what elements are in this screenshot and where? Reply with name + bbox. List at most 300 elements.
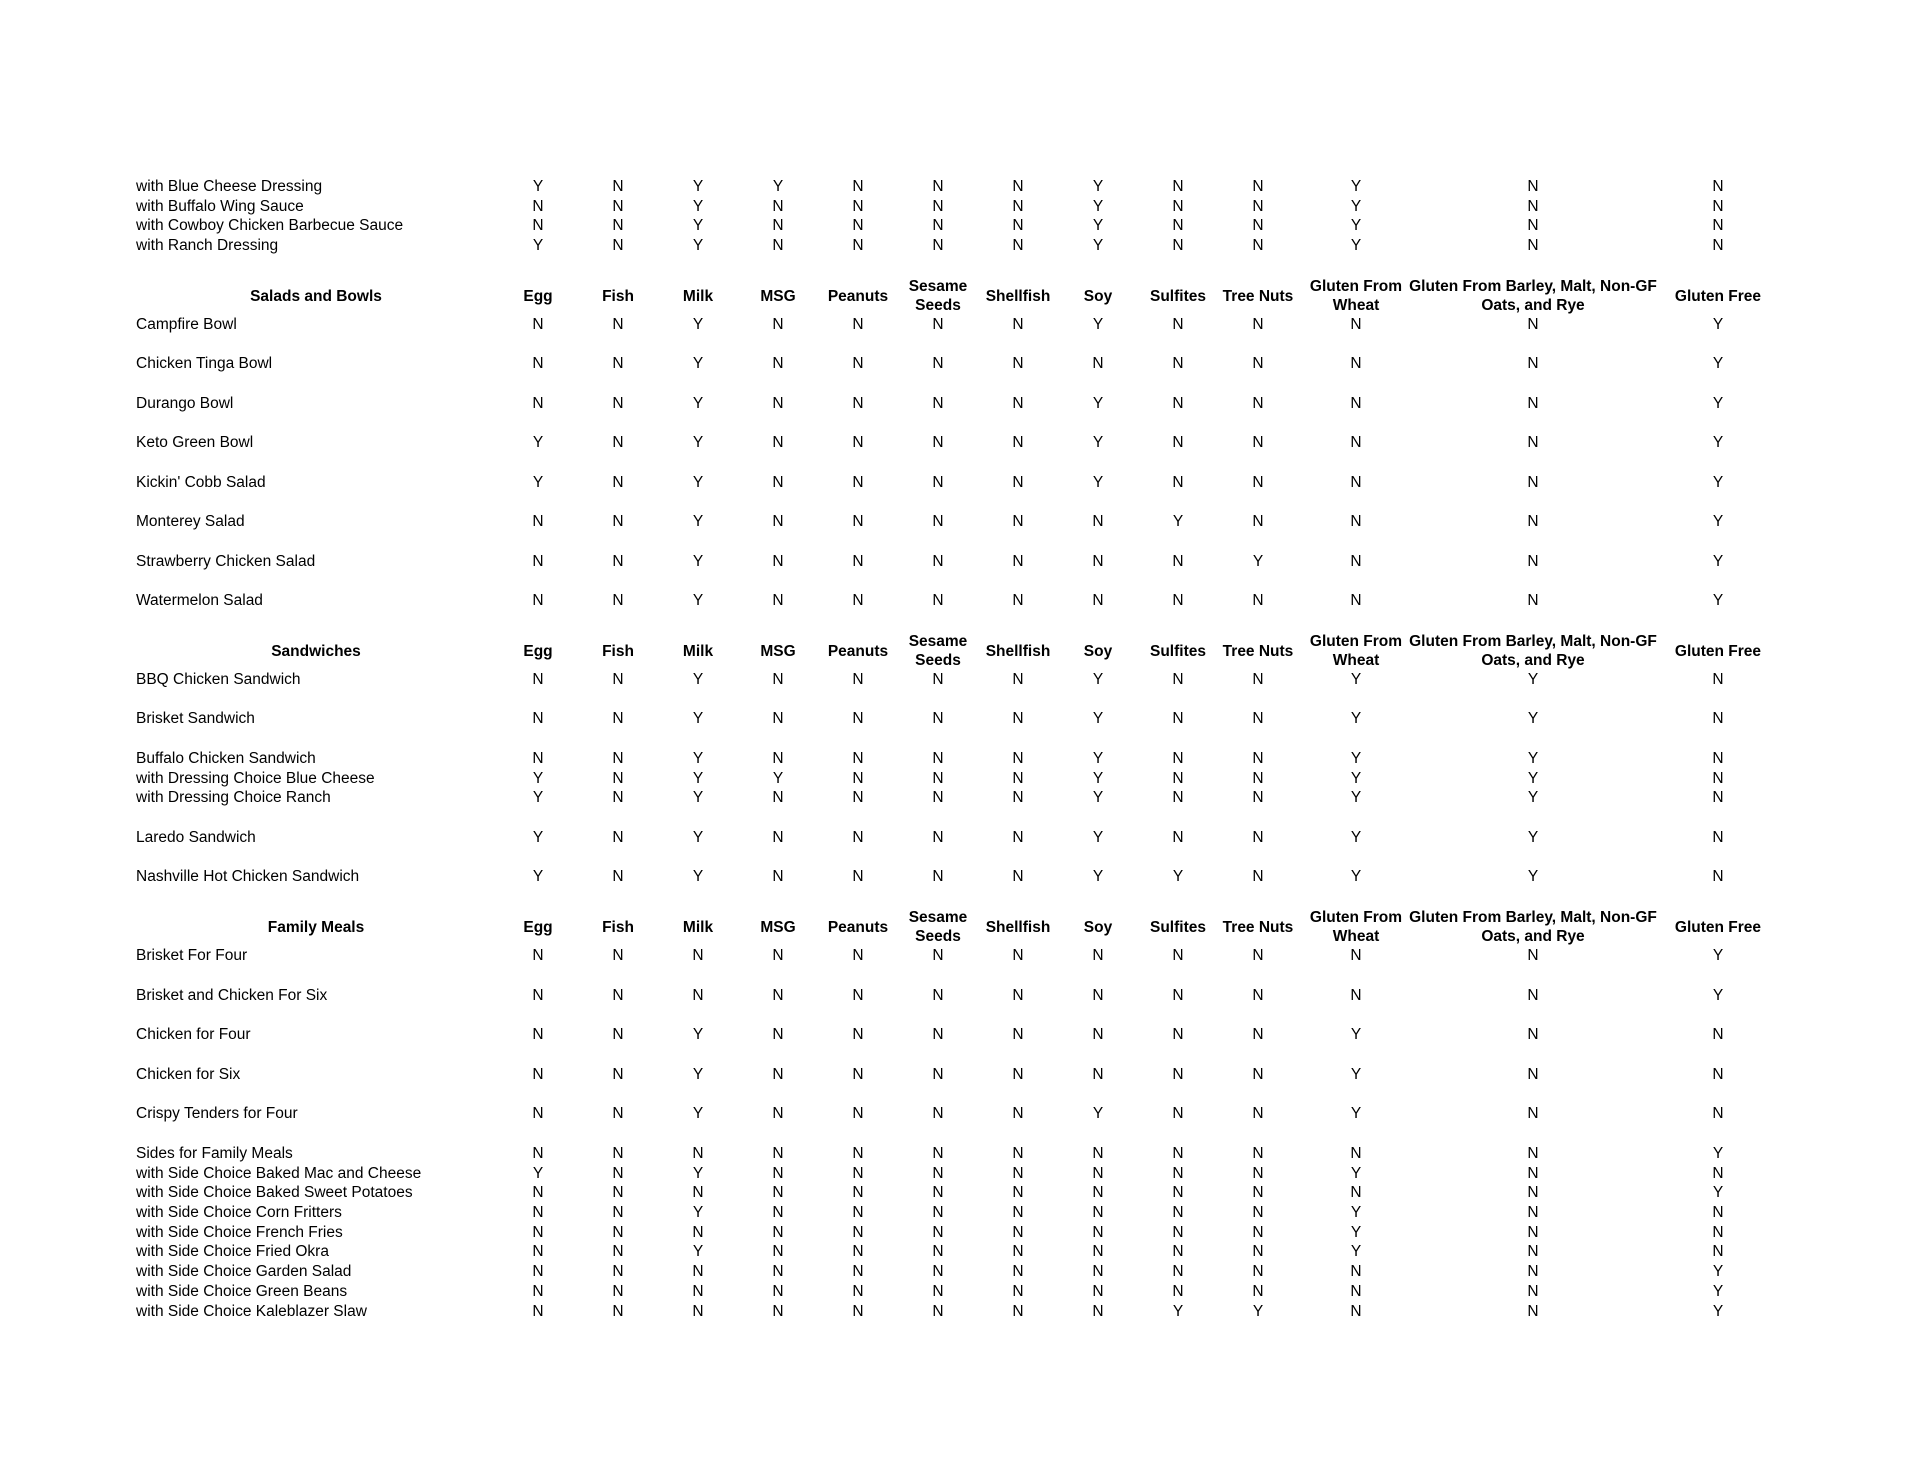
cell-peanuts: N xyxy=(852,395,864,412)
cell-milk: Y xyxy=(692,789,704,806)
cell-gluten-from-wheat: Y xyxy=(1350,198,1362,215)
cell-sesame-seeds: N xyxy=(932,217,944,234)
cell-peanuts: N xyxy=(852,671,864,688)
cell-fish: N xyxy=(612,592,624,609)
cell-milk: Y xyxy=(692,1165,704,1182)
cell-fish: N xyxy=(612,178,624,195)
cell-gluten-from-wheat: N xyxy=(1350,987,1362,1004)
cell-sesame-seeds: N xyxy=(932,1263,944,1280)
item-name: with Side Choice Green Beans xyxy=(136,1283,348,1300)
cell-sulfites: N xyxy=(1172,1145,1184,1162)
cell-gluten-from-wheat: Y xyxy=(1350,710,1362,727)
table-row xyxy=(0,1164,1920,1183)
cell-gluten-from-wheat: N xyxy=(1350,395,1362,412)
cell-milk: Y xyxy=(692,474,704,491)
cell-sesame-seeds: N xyxy=(932,1184,944,1201)
cell-gluten-from-barley-malt-non-gf-oats-and-rye: N xyxy=(1527,553,1539,570)
cell-soy: Y xyxy=(1092,710,1104,727)
section-header-row xyxy=(0,631,1920,671)
cell-msg: N xyxy=(772,237,784,254)
cell-gluten-from-wheat: Y xyxy=(1350,178,1362,195)
cell-egg: Y xyxy=(532,474,544,491)
cell-egg: Y xyxy=(532,829,544,846)
cell-soy: N xyxy=(1092,987,1104,1004)
item-name: with Side Choice Kaleblazer Slaw xyxy=(136,1303,367,1320)
column-header: MSG xyxy=(760,918,796,936)
cell-soy: N xyxy=(1092,553,1104,570)
cell-msg: N xyxy=(772,710,784,727)
cell-peanuts: N xyxy=(852,770,864,787)
cell-egg: N xyxy=(532,1243,544,1260)
cell-fish: N xyxy=(612,868,624,885)
cell-msg: N xyxy=(772,987,784,1004)
table-row xyxy=(0,1183,1920,1202)
column-header: Tree Nuts xyxy=(1222,918,1294,936)
cell-msg: N xyxy=(772,947,784,964)
column-header: Sesame Seeds xyxy=(908,278,968,314)
cell-gluten-from-wheat: N xyxy=(1350,316,1362,333)
cell-tree-nuts: N xyxy=(1252,947,1264,964)
column-header: Gluten From Wheat xyxy=(1309,633,1403,669)
cell-gluten-from-wheat: Y xyxy=(1350,671,1362,688)
item-name: Campfire Bowl xyxy=(136,316,237,333)
cell-egg: N xyxy=(532,1204,544,1221)
cell-gluten-from-wheat: Y xyxy=(1350,770,1362,787)
cell-tree-nuts: N xyxy=(1252,671,1264,688)
cell-gluten-from-wheat: Y xyxy=(1350,1243,1362,1260)
cell-sesame-seeds: N xyxy=(932,1165,944,1182)
cell-gluten-from-barley-malt-non-gf-oats-and-rye: Y xyxy=(1527,789,1539,806)
cell-egg: N xyxy=(532,750,544,767)
cell-gluten-from-barley-malt-non-gf-oats-and-rye: N xyxy=(1527,1263,1539,1280)
cell-sesame-seeds: N xyxy=(932,671,944,688)
table-row xyxy=(0,1262,1920,1281)
cell-egg: N xyxy=(532,395,544,412)
column-header: Sulfites xyxy=(1150,287,1206,305)
cell-fish: N xyxy=(612,237,624,254)
cell-fish: N xyxy=(612,1165,624,1182)
cell-sulfites: N xyxy=(1172,947,1184,964)
cell-gluten-free: Y xyxy=(1712,553,1724,570)
cell-sesame-seeds: N xyxy=(932,316,944,333)
item-name: with Blue Cheese Dressing xyxy=(136,178,323,195)
item-name: Brisket and Chicken For Six xyxy=(136,987,328,1004)
cell-tree-nuts: N xyxy=(1252,513,1264,530)
cell-tree-nuts: N xyxy=(1252,1243,1264,1260)
cell-shellfish: N xyxy=(1012,355,1024,372)
cell-egg: Y xyxy=(532,237,544,254)
cell-gluten-from-barley-malt-non-gf-oats-and-rye: N xyxy=(1527,395,1539,412)
cell-sesame-seeds: N xyxy=(932,868,944,885)
cell-milk: Y xyxy=(692,710,704,727)
cell-peanuts: N xyxy=(852,750,864,767)
cell-gluten-from-barley-malt-non-gf-oats-and-rye: N xyxy=(1527,217,1539,234)
section-title: Salads and Bowls xyxy=(250,287,382,305)
item-name: BBQ Chicken Sandwich xyxy=(136,671,301,688)
cell-milk: N xyxy=(692,1303,704,1320)
table-row xyxy=(0,788,1920,807)
cell-fish: N xyxy=(612,1145,624,1162)
cell-sulfites: N xyxy=(1172,987,1184,1004)
cell-milk: Y xyxy=(692,198,704,215)
cell-tree-nuts: N xyxy=(1252,237,1264,254)
item-name: Keto Green Bowl xyxy=(136,434,254,451)
item-name: Strawberry Chicken Salad xyxy=(136,553,316,570)
cell-sesame-seeds: N xyxy=(932,1145,944,1162)
cell-tree-nuts: N xyxy=(1252,750,1264,767)
cell-msg: N xyxy=(772,1105,784,1122)
cell-milk: Y xyxy=(692,1105,704,1122)
item-name: with Side Choice Corn Fritters xyxy=(136,1204,342,1221)
cell-msg: N xyxy=(772,1145,784,1162)
cell-fish: N xyxy=(612,474,624,491)
cell-tree-nuts: N xyxy=(1252,789,1264,806)
cell-sulfites: N xyxy=(1172,217,1184,234)
cell-milk: N xyxy=(692,987,704,1004)
section-title: Family Meals xyxy=(267,918,365,936)
cell-sulfites: N xyxy=(1172,1283,1184,1300)
cell-gluten-from-wheat: N xyxy=(1350,1145,1362,1162)
cell-fish: N xyxy=(612,1066,624,1083)
cell-gluten-free: N xyxy=(1712,710,1724,727)
cell-egg: N xyxy=(532,1184,544,1201)
cell-peanuts: N xyxy=(852,434,864,451)
cell-shellfish: N xyxy=(1012,987,1024,1004)
cell-gluten-from-barley-malt-non-gf-oats-and-rye: Y xyxy=(1527,750,1539,767)
cell-soy: N xyxy=(1092,1204,1104,1221)
table-row xyxy=(0,552,1920,571)
cell-msg: N xyxy=(772,1303,784,1320)
cell-msg: N xyxy=(772,513,784,530)
cell-soy: Y xyxy=(1092,395,1104,412)
cell-gluten-from-barley-malt-non-gf-oats-and-rye: N xyxy=(1527,1303,1539,1320)
cell-soy: N xyxy=(1092,947,1104,964)
cell-peanuts: N xyxy=(852,474,864,491)
cell-sulfites: Y xyxy=(1172,868,1184,885)
cell-fish: N xyxy=(612,671,624,688)
cell-milk: Y xyxy=(692,355,704,372)
cell-egg: Y xyxy=(532,1165,544,1182)
cell-tree-nuts: N xyxy=(1252,217,1264,234)
cell-peanuts: N xyxy=(852,355,864,372)
table-row xyxy=(0,867,1920,886)
table-row xyxy=(0,1104,1920,1123)
table-row xyxy=(0,749,1920,768)
section-title: Sandwiches xyxy=(271,642,361,660)
item-name: Brisket Sandwich xyxy=(136,710,255,727)
cell-soy: Y xyxy=(1092,316,1104,333)
cell-shellfish: N xyxy=(1012,198,1024,215)
cell-gluten-from-barley-malt-non-gf-oats-and-rye: N xyxy=(1527,1026,1539,1043)
cell-milk: Y xyxy=(692,217,704,234)
column-header: Egg xyxy=(523,642,553,660)
cell-tree-nuts: N xyxy=(1252,1105,1264,1122)
cell-fish: N xyxy=(612,513,624,530)
item-name: Durango Bowl xyxy=(136,395,234,412)
cell-gluten-from-wheat: Y xyxy=(1350,1026,1362,1043)
cell-peanuts: N xyxy=(852,1283,864,1300)
cell-sulfites: N xyxy=(1172,395,1184,412)
cell-milk: N xyxy=(692,1283,704,1300)
cell-soy: Y xyxy=(1092,671,1104,688)
cell-milk: Y xyxy=(692,1026,704,1043)
cell-soy: N xyxy=(1092,1145,1104,1162)
table-row xyxy=(0,354,1920,373)
cell-gluten-from-barley-malt-non-gf-oats-and-rye: Y xyxy=(1527,710,1539,727)
cell-sulfites: Y xyxy=(1172,513,1184,530)
cell-gluten-free: Y xyxy=(1712,947,1724,964)
cell-gluten-from-wheat: Y xyxy=(1350,1105,1362,1122)
column-header: Sulfites xyxy=(1150,918,1206,936)
cell-msg: N xyxy=(772,355,784,372)
column-header: Gluten From Barley, Malt, Non-GF Oats, and Rye xyxy=(1409,909,1657,945)
cell-sesame-seeds: N xyxy=(932,1204,944,1221)
cell-gluten-from-wheat: Y xyxy=(1350,789,1362,806)
cell-egg: N xyxy=(532,1263,544,1280)
cell-peanuts: N xyxy=(852,237,864,254)
cell-fish: N xyxy=(612,355,624,372)
cell-soy: Y xyxy=(1092,178,1104,195)
column-header: Shellfish xyxy=(985,287,1051,305)
cell-milk: N xyxy=(692,947,704,964)
item-name: Watermelon Salad xyxy=(136,592,263,609)
cell-egg: N xyxy=(532,1066,544,1083)
cell-egg: N xyxy=(532,1224,544,1241)
cell-gluten-from-wheat: Y xyxy=(1350,1204,1362,1221)
cell-gluten-from-wheat: N xyxy=(1350,1303,1362,1320)
cell-egg: N xyxy=(532,987,544,1004)
cell-gluten-from-wheat: N xyxy=(1350,592,1362,609)
table-row xyxy=(0,709,1920,728)
cell-fish: N xyxy=(612,1204,624,1221)
cell-egg: Y xyxy=(532,434,544,451)
cell-sulfites: Y xyxy=(1172,1303,1184,1320)
table-row xyxy=(0,1203,1920,1222)
cell-sesame-seeds: N xyxy=(932,513,944,530)
cell-egg: N xyxy=(532,513,544,530)
cell-gluten-free: N xyxy=(1712,217,1724,234)
table-row xyxy=(0,1025,1920,1044)
cell-tree-nuts: N xyxy=(1252,1165,1264,1182)
cell-gluten-free: N xyxy=(1712,750,1724,767)
cell-gluten-free: Y xyxy=(1712,513,1724,530)
cell-sulfites: N xyxy=(1172,355,1184,372)
cell-peanuts: N xyxy=(852,710,864,727)
cell-gluten-from-barley-malt-non-gf-oats-and-rye: N xyxy=(1527,1224,1539,1241)
item-name: with Side Choice Fried Okra xyxy=(136,1243,329,1260)
cell-peanuts: N xyxy=(852,592,864,609)
cell-milk: N xyxy=(692,1184,704,1201)
cell-egg: Y xyxy=(532,789,544,806)
cell-gluten-from-barley-malt-non-gf-oats-and-rye: N xyxy=(1527,1066,1539,1083)
column-header: Gluten Free xyxy=(1674,642,1762,660)
cell-sulfites: N xyxy=(1172,671,1184,688)
cell-gluten-free: N xyxy=(1712,1204,1724,1221)
cell-soy: N xyxy=(1092,1263,1104,1280)
cell-msg: N xyxy=(772,829,784,846)
cell-soy: N xyxy=(1092,1224,1104,1241)
cell-msg: N xyxy=(772,395,784,412)
column-header: Gluten From Barley, Malt, Non-GF Oats, and Rye xyxy=(1409,278,1657,314)
cell-sesame-seeds: N xyxy=(932,1026,944,1043)
cell-sulfites: N xyxy=(1172,592,1184,609)
cell-sulfites: N xyxy=(1172,178,1184,195)
cell-soy: N xyxy=(1092,1243,1104,1260)
column-header: Gluten From Barley, Malt, Non-GF Oats, and Rye xyxy=(1409,633,1657,669)
cell-sesame-seeds: N xyxy=(932,237,944,254)
table-row xyxy=(0,512,1920,531)
cell-fish: N xyxy=(612,1263,624,1280)
cell-tree-nuts: N xyxy=(1252,1224,1264,1241)
column-header: Shellfish xyxy=(985,918,1051,936)
cell-peanuts: N xyxy=(852,198,864,215)
cell-egg: N xyxy=(532,553,544,570)
cell-soy: Y xyxy=(1092,770,1104,787)
cell-shellfish: N xyxy=(1012,770,1024,787)
cell-sesame-seeds: N xyxy=(932,178,944,195)
table-row xyxy=(0,828,1920,847)
column-header: Soy xyxy=(1083,287,1113,305)
cell-gluten-from-wheat: N xyxy=(1350,1184,1362,1201)
cell-peanuts: N xyxy=(852,1165,864,1182)
cell-egg: N xyxy=(532,671,544,688)
cell-peanuts: N xyxy=(852,1105,864,1122)
cell-sesame-seeds: N xyxy=(932,355,944,372)
table-row xyxy=(0,433,1920,452)
cell-gluten-free: Y xyxy=(1712,1283,1724,1300)
table-row xyxy=(0,1223,1920,1242)
cell-milk: Y xyxy=(692,316,704,333)
cell-fish: N xyxy=(612,434,624,451)
cell-fish: N xyxy=(612,395,624,412)
cell-tree-nuts: N xyxy=(1252,987,1264,1004)
column-header: Egg xyxy=(523,287,553,305)
cell-msg: N xyxy=(772,592,784,609)
cell-milk: Y xyxy=(692,592,704,609)
cell-gluten-free: N xyxy=(1712,1066,1724,1083)
cell-fish: N xyxy=(612,1283,624,1300)
cell-milk: N xyxy=(692,1263,704,1280)
cell-gluten-free: Y xyxy=(1712,1263,1724,1280)
cell-tree-nuts: N xyxy=(1252,178,1264,195)
cell-fish: N xyxy=(612,947,624,964)
column-header: Tree Nuts xyxy=(1222,287,1294,305)
item-name: with Buffalo Wing Sauce xyxy=(136,198,304,215)
item-name: Laredo Sandwich xyxy=(136,829,256,846)
cell-sesame-seeds: N xyxy=(932,1303,944,1320)
cell-msg: N xyxy=(772,750,784,767)
cell-gluten-from-barley-malt-non-gf-oats-and-rye: N xyxy=(1527,434,1539,451)
cell-gluten-free: Y xyxy=(1712,316,1724,333)
cell-gluten-from-barley-malt-non-gf-oats-and-rye: N xyxy=(1527,1204,1539,1221)
cell-soy: Y xyxy=(1092,750,1104,767)
cell-tree-nuts: N xyxy=(1252,1184,1264,1201)
cell-milk: Y xyxy=(692,434,704,451)
cell-msg: N xyxy=(772,1243,784,1260)
cell-gluten-free: Y xyxy=(1712,1184,1724,1201)
cell-gluten-from-barley-malt-non-gf-oats-and-rye: N xyxy=(1527,947,1539,964)
cell-msg: N xyxy=(772,671,784,688)
cell-shellfish: N xyxy=(1012,553,1024,570)
cell-peanuts: N xyxy=(852,1145,864,1162)
cell-peanuts: N xyxy=(852,316,864,333)
cell-shellfish: N xyxy=(1012,178,1024,195)
cell-sulfites: N xyxy=(1172,1224,1184,1241)
cell-gluten-from-barley-malt-non-gf-oats-and-rye: N xyxy=(1527,178,1539,195)
cell-gluten-free: Y xyxy=(1712,1145,1724,1162)
cell-egg: N xyxy=(532,198,544,215)
cell-sulfites: N xyxy=(1172,1263,1184,1280)
cell-soy: N xyxy=(1092,355,1104,372)
cell-msg: N xyxy=(772,1165,784,1182)
column-header: Gluten Free xyxy=(1674,287,1762,305)
cell-tree-nuts: N xyxy=(1252,1145,1264,1162)
table-row xyxy=(0,197,1920,216)
cell-sesame-seeds: N xyxy=(932,770,944,787)
cell-gluten-from-wheat: N xyxy=(1350,513,1362,530)
column-header: Gluten From Wheat xyxy=(1309,909,1403,945)
cell-soy: Y xyxy=(1092,434,1104,451)
cell-peanuts: N xyxy=(852,1066,864,1083)
cell-soy: Y xyxy=(1092,829,1104,846)
cell-gluten-from-barley-malt-non-gf-oats-and-rye: N xyxy=(1527,1145,1539,1162)
cell-egg: N xyxy=(532,1145,544,1162)
cell-egg: N xyxy=(532,316,544,333)
cell-sesame-seeds: N xyxy=(932,829,944,846)
cell-gluten-free: N xyxy=(1712,829,1724,846)
cell-sesame-seeds: N xyxy=(932,710,944,727)
item-name: Chicken for Six xyxy=(136,1066,241,1083)
table-row xyxy=(0,177,1920,196)
cell-msg: N xyxy=(772,434,784,451)
cell-shellfish: N xyxy=(1012,434,1024,451)
cell-peanuts: N xyxy=(852,217,864,234)
table-row xyxy=(0,1065,1920,1084)
cell-milk: Y xyxy=(692,513,704,530)
cell-egg: Y xyxy=(532,868,544,885)
cell-tree-nuts: N xyxy=(1252,1204,1264,1221)
column-header: Peanuts xyxy=(827,642,889,660)
cell-shellfish: N xyxy=(1012,750,1024,767)
cell-gluten-from-wheat: Y xyxy=(1350,1066,1362,1083)
cell-shellfish: N xyxy=(1012,1283,1024,1300)
cell-fish: N xyxy=(612,829,624,846)
cell-gluten-from-barley-malt-non-gf-oats-and-rye: N xyxy=(1527,987,1539,1004)
cell-sulfites: N xyxy=(1172,1165,1184,1182)
cell-gluten-from-barley-malt-non-gf-oats-and-rye: N xyxy=(1527,237,1539,254)
cell-tree-nuts: Y xyxy=(1252,553,1264,570)
item-name: with Side Choice French Fries xyxy=(136,1224,343,1241)
table-row xyxy=(0,946,1920,965)
cell-shellfish: N xyxy=(1012,592,1024,609)
cell-gluten-from-wheat: N xyxy=(1350,1283,1362,1300)
cell-msg: N xyxy=(772,217,784,234)
section-header-row xyxy=(0,907,1920,947)
cell-msg: N xyxy=(772,1263,784,1280)
cell-gluten-from-wheat: N xyxy=(1350,474,1362,491)
column-header: Shellfish xyxy=(985,642,1051,660)
cell-sulfites: N xyxy=(1172,198,1184,215)
cell-gluten-free: Y xyxy=(1712,474,1724,491)
cell-sulfites: N xyxy=(1172,474,1184,491)
cell-shellfish: N xyxy=(1012,316,1024,333)
cell-peanuts: N xyxy=(852,789,864,806)
cell-gluten-from-wheat: N xyxy=(1350,553,1362,570)
cell-soy: N xyxy=(1092,1165,1104,1182)
cell-egg: Y xyxy=(532,178,544,195)
cell-shellfish: N xyxy=(1012,1243,1024,1260)
cell-msg: N xyxy=(772,1184,784,1201)
